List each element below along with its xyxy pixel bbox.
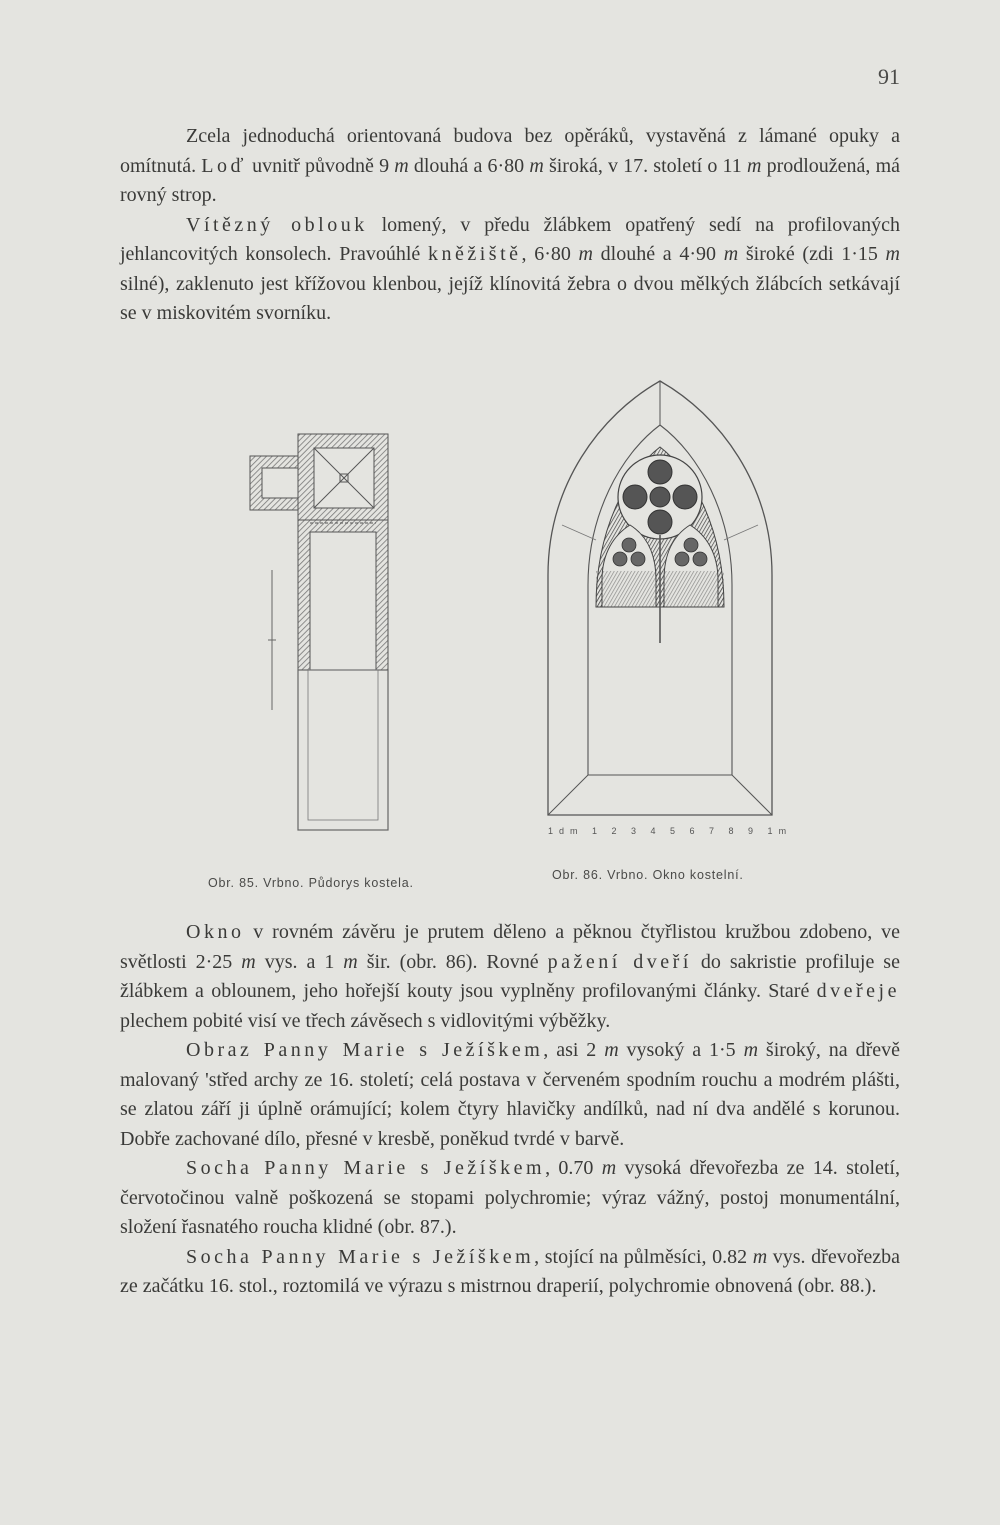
spaced-term: Okno [186,921,245,943]
unit-symbol: m [604,1039,619,1061]
spaced-term: kněžiště [427,243,522,265]
text-run: , 6·80 [521,243,579,265]
text-run: prodloužená, má rovný strop. [120,154,901,206]
scale-bar: 1dm 1 2 3 4 5 6 7 8 9 1m [548,826,793,836]
unit-symbol: m [723,243,739,265]
nave-walls [298,520,388,670]
text-run: v rovném závěru je prutem děleno a pěknou čtyřlistou kružbou zdobeno, ve světlosti 2·25 [120,921,900,973]
text-run: plechem pobité visí ve třech závěsech s vidlovitými výběžky. [120,1009,611,1032]
text-run: lomený, v předu žlábkem opatřený sedí na profilovaných jehlancovitých konsolech. Pravoúhlé [120,213,900,265]
text-run: široká, v 17. století o 11 [543,154,747,177]
floor-plan-figure [240,420,460,840]
text-run: vysoký a 1·5 [618,1039,744,1061]
spaced-term: Loď [201,154,247,177]
text-run: dlouhé a 4·90 [593,243,724,265]
caption-fig-86: Obr. 86. Vrbno. Okno kostelní. [552,868,744,882]
text-run: do sakristie profiluje se žlábkem a oblounem, jeho hořejší kouty jsou vyplněny profilovanými články. Staré [120,950,900,1002]
paragraph-triumphal-arch [120,211,900,329]
nave-extension [298,670,388,830]
text-block-top [120,122,900,329]
text-run: , 0.70 [545,1157,602,1179]
text-run: dlouhá a 6·80 [408,154,530,177]
spaced-term: Vítězný oblouk [186,213,368,236]
text-run: široké (zdi 1·15 [738,243,886,265]
unit-symbol: m [601,1157,617,1179]
section-line [268,570,276,710]
unit-symbol: m [343,950,358,973]
paragraph-nave [120,122,900,211]
church-window-figure [540,375,793,855]
text-run: silné), zaklenuto jest křížovou klenbou, jejíž klínovitá žebra o dvou mělkých žlábcích setkávají se v miskovitém svorníku. [120,272,900,324]
spaced-term: pažení dveří [547,950,692,973]
text-run: široký, na dřevě malovaný 'střed archy ze 16. století; celá postava v červeném spodním rouchu a modrém plášti, se zlatou září ji úplně orámující; kolem čtyry hlavičky andílků, nad ní dva andělé s korunou. Dobře zachované dílo, přesné v kresbě, poněkud tvrdé v barvě. [120,1039,900,1150]
window-tracery [596,447,724,643]
spaced-term: dveřeje [816,980,900,1002]
spaced-term: Socha Panny Marie s Ježíškem [186,1157,546,1179]
unit-symbol: m [746,154,762,177]
text-block-bottom [120,918,900,1302]
paragraph-window [120,918,900,1036]
sacristy-walls [250,456,298,510]
text-run: , asi 2 [543,1039,605,1061]
paragraph-statue-16c [120,1243,900,1302]
unit-symbol: m [743,1039,759,1061]
text-run: vysoká dřevořezba ze 14. století, červotočinou valně poškozená se stopami polychromie; výraz vážný, postoj monumentální, složení řasnatého roucha klidné (obr. 87.). [120,1157,900,1238]
unit-symbol: m [394,154,409,177]
unit-symbol: m [885,243,900,265]
presbytery-walls [298,434,388,520]
spaced-term: Socha Panny Marie s Ježíškem [186,1245,535,1268]
paragraph-statue-14c [120,1154,900,1243]
unit-symbol: m [529,154,544,177]
text-run: Zcela jednoduchá orientovaná budova bez opěráků, vystavěná z lámané opuky a omítnutá. [120,125,900,177]
text-run: uvnitř původně 9 [246,154,395,177]
caption-fig-85: Obr. 85. Vrbno. Půdorys kostela. [208,876,414,890]
unit-symbol: m [241,950,256,973]
text-run: šir. (obr. 86). Rovné [357,950,548,973]
unit-symbol: m [578,243,593,265]
page-number: 91 [878,64,900,89]
text-run: , stojící na půlměsíci, 0.82 [534,1245,753,1268]
text-run: vys. dřevořezba ze začátku 16. stol., roztomilá ve výrazu s mistrnou draperií, polychromie obnovená (obr. 88.). [120,1245,900,1297]
text-run: vys. a 1 [255,950,344,973]
paragraph-painting [120,1036,900,1154]
spaced-term: Obraz Panny Marie s Ježíškem [186,1039,544,1061]
unit-symbol: m [752,1245,768,1268]
